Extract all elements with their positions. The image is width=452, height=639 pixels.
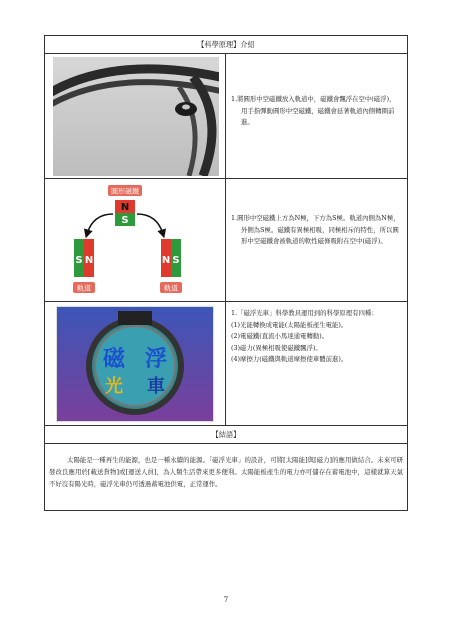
magnet-diagram: [63, 181, 213, 299]
table-row: [45, 179, 407, 302]
list-item: (4)摩擦力(磁鐵與軌道摩擦使車體前進)。: [231, 355, 348, 363]
table-row: [45, 302, 407, 426]
header-science-label: 【科學原理】介紹: [197, 40, 255, 49]
diagram-bottom-left-label: 軌道: [77, 284, 91, 293]
magnetic-car-drawing: [56, 306, 214, 422]
list-item: (3)磁力(異極相吸使磁鐵飄浮)。: [231, 343, 322, 352]
row1-text: 1.將圓形中空磁鐵放入軌道中，磁鐵會飄浮在空中(磁浮)，用手指彈動圓形中空磁鐵，磁鐵會延著軌道內側轉圈前進。: [231, 95, 396, 126]
header-conclusion-label: 【結語】: [211, 430, 241, 439]
list-item: (2)電磁鐵(直流小馬達通電轉動)。: [231, 332, 329, 340]
diagram-top-label: 圓形磁鐵: [111, 187, 139, 196]
row3-text: 1.「磁浮光車」科學教具運用到的科學原理有四種： (1)光能轉換成電能(太陽能板產生電能)。 (2)電磁鐵(直流小馬達通電轉動)。 (3)磁力(異極相吸使磁鐵飄浮)。 (4)摩擦力(磁鐵與軌道摩擦使車體前進)。: [231, 308, 401, 366]
diagram-bottom-right-label: 軌道: [164, 284, 178, 293]
drawing-char-4: 車: [147, 376, 165, 397]
page-number: 7: [223, 596, 229, 604]
list-item: (1)光能轉換成電能(太陽能板產生電能)。: [231, 320, 348, 329]
diagram-right-n: N: [161, 255, 171, 266]
conclusion-paragraph: 太陽能是一種再生的能源，也是一種永續的能源。「磁浮光車」的設計，可將[太陽能]與[磁力]的應用做結合。未來可研發改良應用於[載送貨物]或[運送人員]，為人類生活帶來更多便利。太陽能板產生的電力亦可儲存在蓄電池中，這樣就算天氣不好沒有陽光時，磁浮光車仍可透過蓄電池供電，正常運作。: [49, 456, 403, 488]
content-table: [44, 35, 408, 511]
diagram-top-s: S: [121, 215, 129, 226]
diagram-left-s: S: [75, 255, 83, 266]
ring-track-photo: [53, 57, 219, 176]
table-header-conclusion: [45, 426, 407, 444]
table-header-science: [45, 36, 407, 54]
diagram-left-n: N: [84, 255, 94, 266]
diagram-right-s: S: [172, 255, 180, 266]
diagram-top-n: N: [120, 202, 130, 213]
drawing-char-3: 光: [105, 376, 123, 397]
drawing-char-1: 磁: [102, 347, 126, 372]
drawing-char-2: 浮: [144, 347, 168, 372]
table-row: [45, 54, 407, 179]
row2-text: 1.圓形中空磁鐵上方為N極，下方為S極。軌道內側為N極，外側為S極。磁鐵有異極相吸，同極相斥的特性，所以圓形中空磁鐵會被軌道的軟性磁條吸附在空中(磁浮)。: [231, 214, 400, 245]
